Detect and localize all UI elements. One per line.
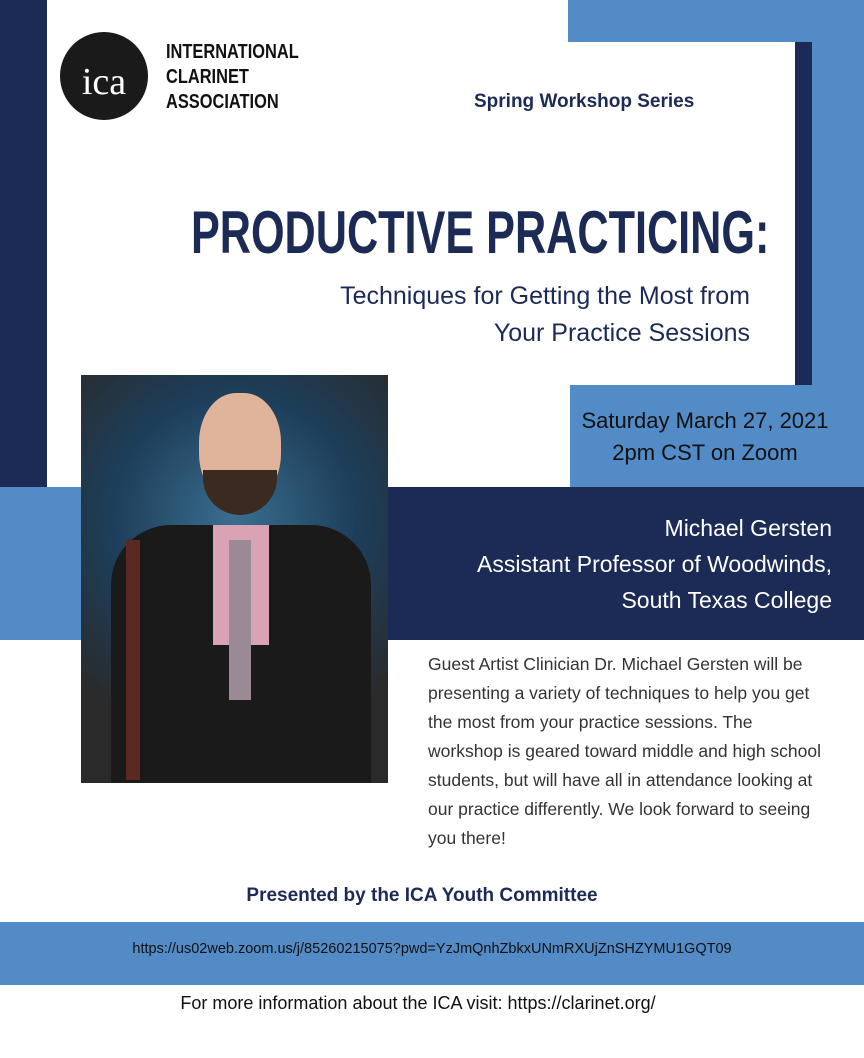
presenter-photo xyxy=(81,375,388,783)
page-title: PRODUCTIVE PRACTICING: xyxy=(190,199,769,266)
ica-logo xyxy=(60,32,305,122)
presenter-affiliation: South Texas College xyxy=(621,587,832,613)
event-time: 2pm CST on Zoom xyxy=(612,440,798,465)
subtitle-line: Your Practice Sessions xyxy=(493,319,750,347)
presenter-title: Assistant Professor of Woodwinds, xyxy=(477,551,832,577)
right-navy-strip xyxy=(795,42,812,385)
footer-info: For more information about the ICA visit: https://clarinet.org/ xyxy=(180,993,656,1013)
ica-logo-mark: ica xyxy=(60,32,148,120)
zoom-link[interactable]: https://us02web.zoom.us/j/85260215075?pwd=YzJmQnhZbkxUNmRXUjZnSHZYMU1GQT09 xyxy=(132,941,732,957)
presenter-name: Michael Gersten xyxy=(664,515,832,541)
logo-line: CLARINET xyxy=(166,66,249,88)
subtitle-line: Techniques for Getting the Most from xyxy=(340,282,750,310)
presented-by: Presented by the ICA Youth Committee xyxy=(246,885,598,906)
logo-line: ASSOCIATION xyxy=(166,91,279,113)
left-blue-block xyxy=(0,487,90,640)
description: Guest Artist Clinician Dr. Michael Gersten will be presenting a variety of techniques to help you get the most from your practice sessions. The workshop is geared toward middle and high school students, but will have all in attendance looking at our practice differently. We look forward to seeing you there! xyxy=(428,654,822,848)
logo-line: INTERNATIONAL xyxy=(166,41,299,63)
series-label: Spring Workshop Series xyxy=(474,91,695,112)
left-navy-bar xyxy=(0,0,47,487)
event-date: Saturday March 27, 2021 xyxy=(581,408,829,433)
